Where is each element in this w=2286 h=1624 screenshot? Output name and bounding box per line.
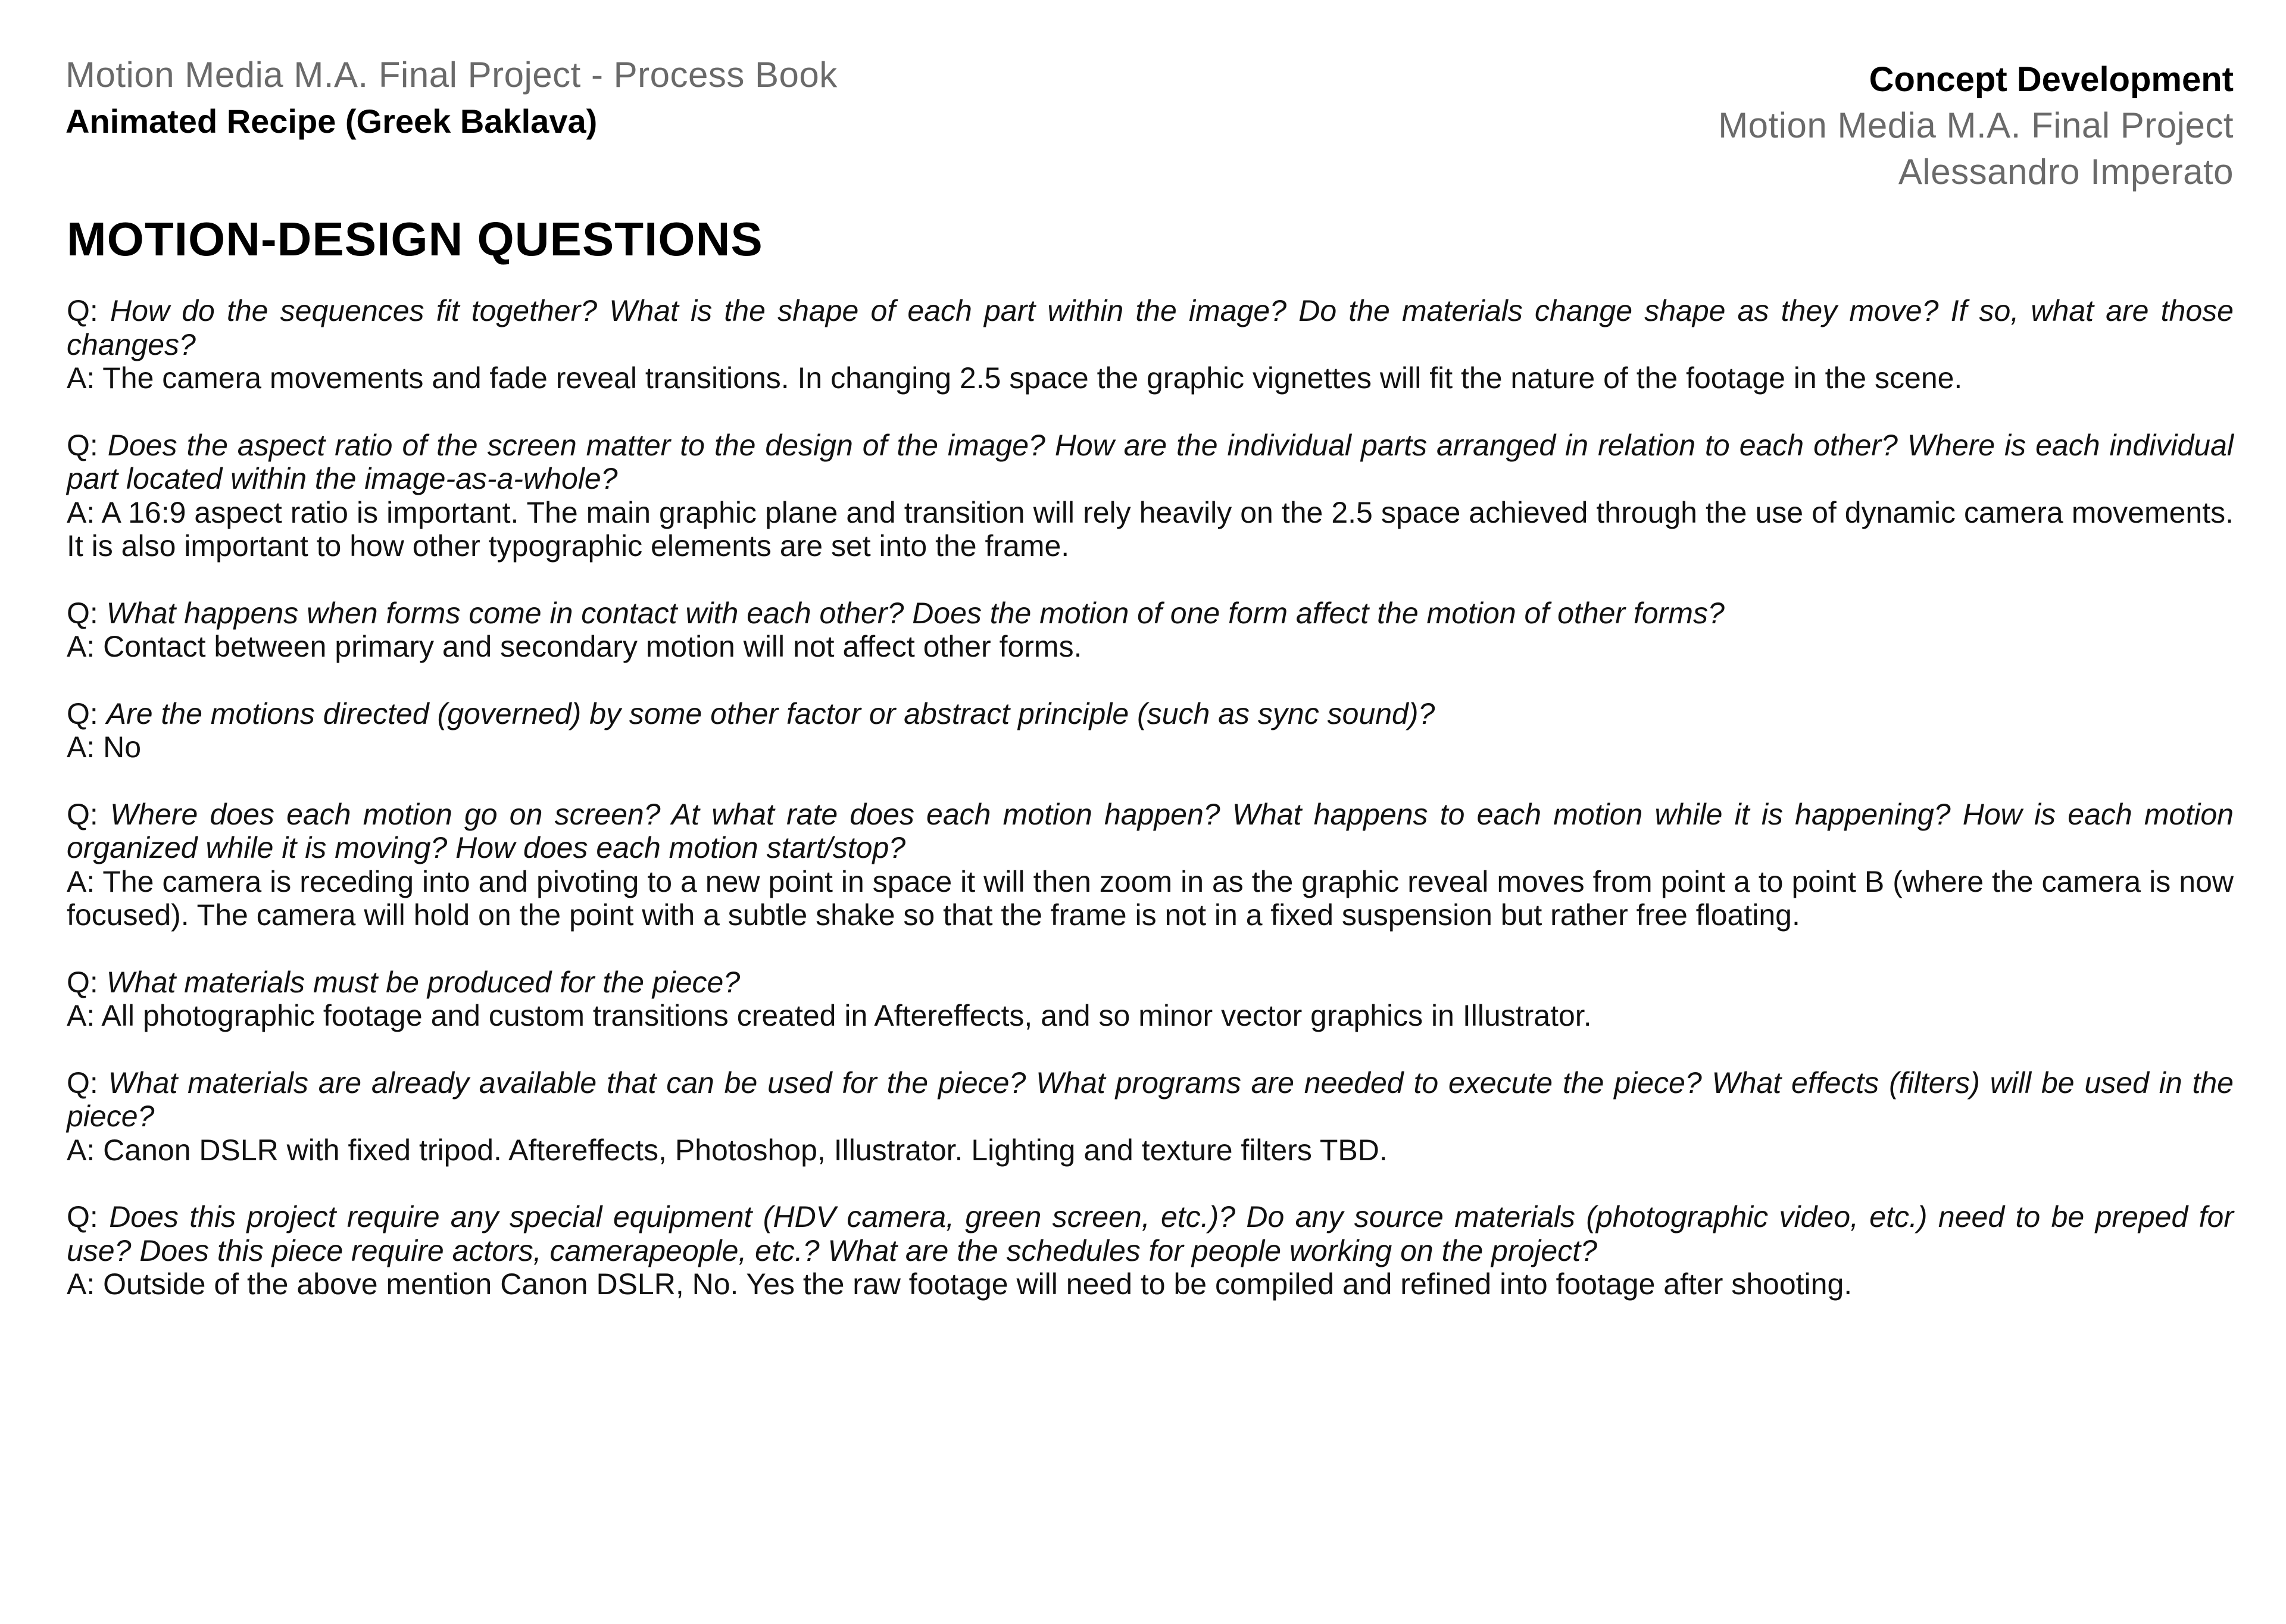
qa-list: [67, 294, 2234, 1335]
qa-item: [67, 429, 2234, 563]
answer-text: No: [103, 730, 142, 764]
answer-prefix: A:: [67, 361, 95, 395]
project-name: Motion Media M.A. Final Project: [1718, 105, 2234, 145]
page-title: MOTION-DESIGN QUESTIONS: [67, 213, 763, 266]
qa-item: [67, 596, 2234, 664]
answer: [67, 730, 2234, 764]
answer: [67, 1133, 2234, 1167]
answer: [67, 999, 2234, 1033]
answer-prefix: A:: [67, 730, 95, 764]
question-prefix: Q:: [67, 1066, 98, 1100]
answer-text: Contact between primary and secondary motion will not affect other forms.: [103, 630, 1082, 663]
question-prefix: Q:: [67, 697, 98, 730]
question: [67, 798, 2234, 865]
question: [67, 966, 2234, 1000]
answer-text: All photographic footage and custom transitions created in Aftereffects, and so minor vector graphics in Illustrator.: [101, 999, 1592, 1032]
question-prefix: Q:: [67, 797, 98, 831]
document-title: Motion Media M.A. Final Project - Process Book: [65, 55, 838, 95]
answer-prefix: A:: [67, 999, 95, 1032]
answer: [67, 865, 2234, 932]
document-subtitle: Animated Recipe (Greek Baklava): [65, 102, 598, 140]
answer-prefix: A:: [67, 495, 95, 529]
author-name: Alessandro Imperato: [1898, 152, 2234, 192]
qa-item: [67, 1066, 2234, 1167]
answer: [67, 1267, 2234, 1301]
question: [67, 294, 2234, 361]
qa-item: [67, 966, 2234, 1033]
question-prefix: Q:: [67, 428, 98, 462]
qa-item: [67, 697, 2234, 764]
answer-text: A 16:9 aspect ratio is important. The main graphic plane and transition will rely heavily on the 2.5 space achieved through the use of dynamic camera movements. It is also important to how other typographic elements are set into the frame.: [67, 495, 2234, 563]
answer-prefix: A:: [67, 864, 95, 898]
qa-item: [67, 798, 2234, 932]
question: [67, 429, 2234, 496]
answer: [67, 496, 2234, 563]
question-text: What materials are already available that can be used for the piece? What programs are needed to execute the piece? What effects (filters) will be used in the piece?: [67, 1066, 2234, 1133]
answer-text: Canon DSLR with fixed tripod. Aftereffects, Photoshop, Illustrator. Lighting and texture filters TBD.: [103, 1133, 1388, 1167]
section-label: Concept Development: [1869, 60, 2234, 99]
answer-prefix: A:: [67, 1133, 95, 1167]
answer-prefix: A:: [67, 630, 95, 663]
qa-item: [67, 1200, 2234, 1301]
question: [67, 1066, 2234, 1133]
question-prefix: Q:: [67, 965, 98, 999]
question-prefix: Q:: [67, 1200, 98, 1233]
answer-text: The camera movements and fade reveal transitions. In changing 2.5 space the graphic vignettes will fit the nature of the footage in the scene.: [102, 361, 1963, 395]
qa-item: [67, 294, 2234, 395]
question-text: Does this project require any special equipment (HDV camera, green screen, etc.)? Do any source materials (photographic video, etc.) need to be preped for use? Does this piece require actors, camerapeople, etc.? What are the schedules for people working on the project?: [67, 1200, 2234, 1267]
header-right: [1718, 57, 2234, 195]
question-prefix: Q:: [67, 596, 98, 630]
answer-text: The camera is receding into and pivoting to a new point in space it will then zoom in as the graphic reveal moves from point a to point B (where the camera is now focused). The camera will hold on the point with a subtle shake so that the frame is not in a fixed suspension but rather free floating.: [67, 864, 2234, 932]
question-text: How do the sequences fit together? What is the shape of each part within the image? Do the materials change shape as they move? If so, what are those changes?: [67, 294, 2234, 361]
question: [67, 1200, 2234, 1267]
question-text: What materials must be produced for the piece?: [106, 965, 741, 999]
answer: [67, 361, 2234, 395]
answer-text: Outside of the above mention Canon DSLR, No. Yes the raw footage will need to be compiled and refined into footage after shooting.: [103, 1267, 1853, 1301]
question-text: Does the aspect ratio of the screen matter to the design of the image? How are the individual parts arranged in relation to each other? Where is each individual part located within the image-as-a-whole?: [67, 428, 2234, 495]
question: [67, 697, 2234, 731]
question-text: Are the motions directed (governed) by some other factor or abstract principle (such as sync sound)?: [106, 697, 1435, 730]
question-prefix: Q:: [67, 294, 98, 327]
header-left: [65, 52, 838, 145]
question: [67, 596, 2234, 630]
question-text: What happens when forms come in contact with each other? Does the motion of one form affect the motion of other forms?: [106, 596, 1725, 630]
question-text: Where does each motion go on screen? At what rate does each motion happen? What happens to each motion while it is happening? How is each motion organized while it is moving? How does each motion start/stop?: [67, 797, 2234, 864]
answer-prefix: A:: [67, 1267, 95, 1301]
answer: [67, 630, 2234, 664]
